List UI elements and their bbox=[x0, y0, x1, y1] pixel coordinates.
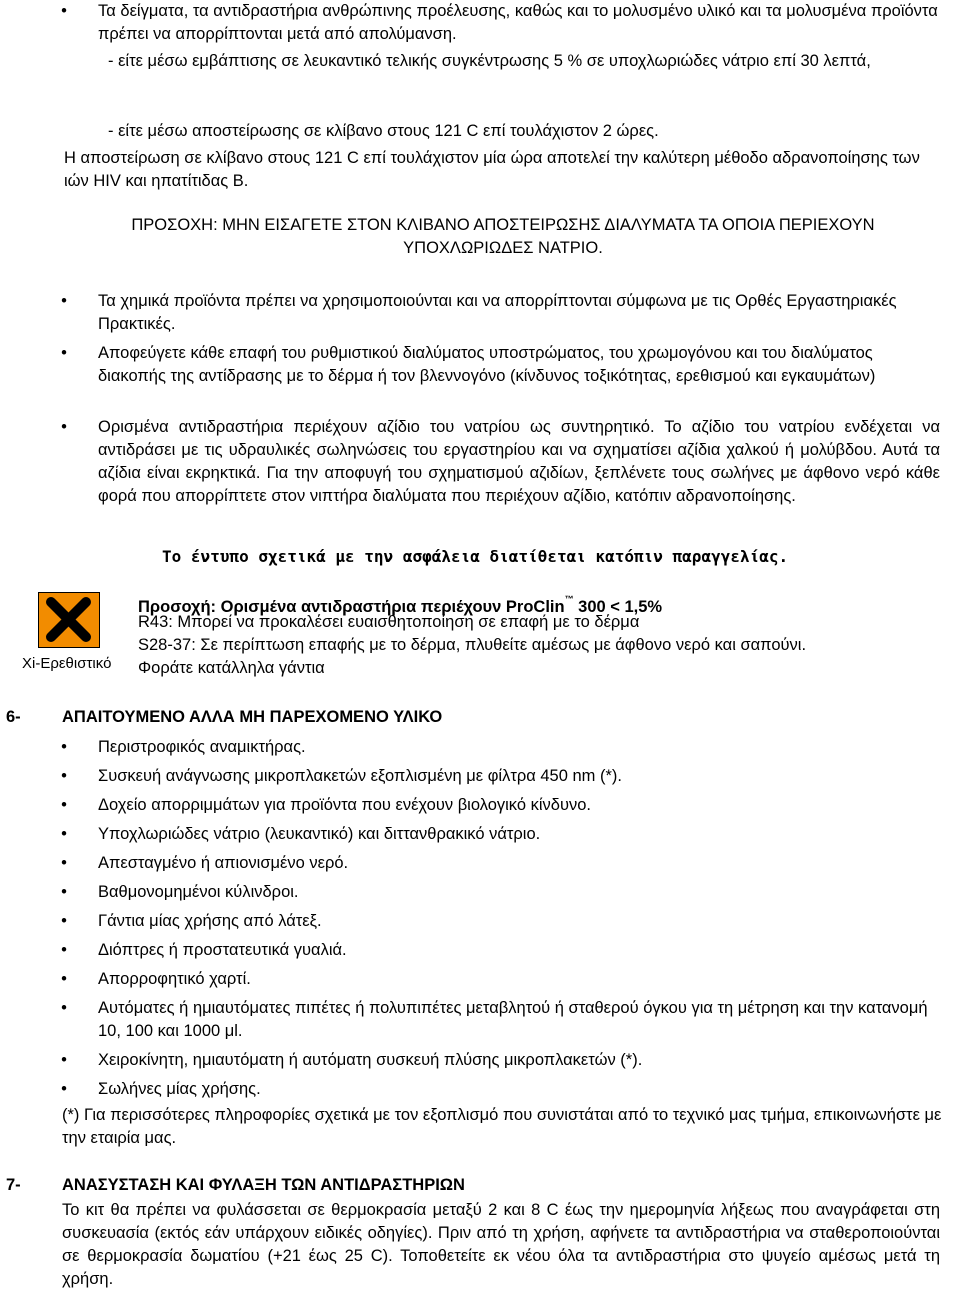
list-item: Βαθμονομημένοι κύλινδροι. bbox=[98, 883, 299, 901]
hazard-symbol bbox=[38, 592, 100, 648]
section-6-title: ΑΠΑΙΤΟΥΜΕΝΟ ΑΛΛΑ ΜΗ ΠΑΡΕΧΟΜΕΝΟ ΥΛΙΚΟ bbox=[62, 708, 443, 726]
bullet-marker: • bbox=[61, 796, 67, 814]
hazard-label: Xi-Ερεθιστικό bbox=[22, 655, 112, 672]
equipment-footnote: (*) Για περισσότερες πληροφορίες σχετικά με τον εξοπλισμό που συνιστάται από το τεχνικό μας τμήμα, επικοινωνήστε με την εταιρία μας. bbox=[62, 1106, 942, 1147]
bullet-marker: • bbox=[61, 418, 67, 436]
avoid-contact-text: Αποφεύγετε κάθε επαφή του ρυθμιστικού διαλύματος υποστρώματος, του χρωμογόνου και του διαλύματος διακοπής της αντίδρασης με το δέρμα ή τον βλεννογόνο (κίνδυνος τοξικότητας, ερεθισμού και εγκαυμάτων) bbox=[98, 344, 876, 385]
bullet-marker: • bbox=[61, 970, 67, 988]
chemicals-practice-text: Τα χημικά προϊόντα πρέπει να χρησιμοποιούνται και να απορρίπτονται σύμφωνα με τις Ορθές Εργαστηριακές Πρακτικές. bbox=[98, 292, 897, 333]
r43-phrase: R43: Μπορεί να προκαλέσει ευαισθητοποίηση σε επαφή με το δέρμα bbox=[138, 613, 640, 631]
list-item: Αυτόματες ή ημιαυτόματες πιπέτες ή πολυπιπέτες μεταβλητού ή σταθερού όγκου για τη μέτρηση και την κατανομή 10, 100 και 1000 μl. bbox=[98, 999, 928, 1040]
section-6-number: 6- bbox=[6, 708, 21, 726]
list-item: Γάντια μίας χρήσης από λάτεξ. bbox=[98, 912, 322, 930]
list-item: Σωλήνες μίας χρήσης. bbox=[98, 1080, 261, 1098]
proclin-warning-suffix: 300 < 1,5% bbox=[573, 598, 663, 616]
bullet-marker: • bbox=[61, 825, 67, 843]
s2837-phrase: S28-37: Σε περίπτωση επαφής με το δέρμα, πλυθείτε αμέσως με άφθονο νερό και σαπούνι. bbox=[138, 636, 807, 654]
cross-x-hazard-icon bbox=[39, 593, 98, 646]
list-item: Δοχείο απορριμμάτων για προϊόντα που ενέχουν βιολογικό κίνδυνο. bbox=[98, 796, 591, 814]
section-7-number: 7- bbox=[6, 1176, 21, 1194]
autoclave-best-method-text: Η αποστείρωση σε κλίβανο στους 121 C επί τουλάχιστον μία ώρα αποτελεί την καλύτερη μέθοδο αδρανοποίησης των ιών HIV και ηπατίτιδας B. bbox=[64, 149, 920, 190]
bullet-marker: • bbox=[61, 999, 67, 1017]
list-item: Υποχλωριώδες νάτριο (λευκαντικό) και διττανθρακικό νάτριο. bbox=[98, 825, 541, 843]
bullet-marker: • bbox=[61, 2, 67, 20]
sodium-azide-text: Ορισμένα αντιδραστήρια περιέχουν αζίδιο του νατρίου ως συντηρητικό. Το αζίδιο του νατρίου ενδέχεται να αντιδράσει με τις υδραυλικές σωληνώσεις του εργαστηρίου και να σχηματίσει αζίδια χαλκού ή μολύβδου. Αυτά τα αζίδια είναι εκρηκτικά. Για την αποφυγή του σχηματισμού αζιδίων, ξεπλένετε τους σωλήνες με άφθονο νερό κάθε φορά που απορρίπτετε στον νιπτήρα διαλύματα που περιέχουν αζίδιο, κατόπιν αδρανοποίησης. bbox=[98, 418, 940, 505]
bullet-marker: • bbox=[61, 883, 67, 901]
list-item: Απεσταγμένο ή απιονισμένο νερό. bbox=[98, 854, 349, 872]
bullet-marker: • bbox=[61, 912, 67, 930]
disposal-text: Τα δείγματα, τα αντιδραστήρια ανθρώπινης προέλευσης, καθώς και το μολυσμένο υλικό και τα μολυσμένα προϊόντα πρέπει να απορρίπτονται μετά από απολύμανση. bbox=[98, 2, 938, 43]
list-item: Περιστροφικός αναμικτήρας. bbox=[98, 738, 306, 756]
autoclave-method-text: - είτε μέσω αποστείρωσης σε κλίβανο στους 121 C επί τουλάχιστον 2 ώρες. bbox=[108, 122, 659, 140]
bullet-marker: • bbox=[61, 941, 67, 959]
list-item: Χειροκίνητη, ημιαυτόματη ή αυτόματη συσκευή πλύσης μικροπλακετών (*). bbox=[98, 1051, 643, 1069]
storage-instructions: Το κιτ θα πρέπει να φυλάσσεται σε θερμοκρασία μεταξύ 2 και 8 C έως την ημερομηνία λήξεως που αναγράφεται στη συσκευασία (εκτός εάν υπάρχουν ειδικές οδηγίες). Πριν από τη χρήση, αφήνετε τα αντιδραστήρια να σταθεροποιούνται σε θερμοκρασία δωματίου (+21 έως 25 C). Τοποθετείτε εκ νέου όλα τα αντιδραστήρια στο ψυγείο αμέσως μετά τη χρήση. bbox=[62, 1201, 940, 1288]
bullet-marker: • bbox=[61, 344, 67, 362]
list-item: Συσκευή ανάγνωσης μικροπλακετών εξοπλισμένη με φίλτρα 450 nm (*). bbox=[98, 767, 622, 785]
bullet-marker: • bbox=[61, 854, 67, 872]
bullet-marker: • bbox=[61, 738, 67, 756]
proclin-warning-prefix: Προσοχή: Ορισμένα αντιδραστήρια περιέχουν ProClin bbox=[138, 598, 565, 616]
bullet-marker: • bbox=[61, 1080, 67, 1098]
safety-sheet-note: Το έντυπο σχετικά με την ασφάλεια διατίθεται κατόπιν παραγγελίας. bbox=[162, 547, 789, 566]
bleach-method-text: - είτε μέσω εμβάπτισης σε λευκαντικό τελικής συγκέντρωσης 5 % σε υποχλωριώδες νάτριο επί 30 λεπτά, bbox=[108, 52, 871, 70]
autoclave-warning-caps: ΠΡΟΣΟΧΗ: ΜΗΝ ΕΙΣΑΓΕΤΕ ΣΤΟΝ ΚΛΙΒΑΝΟ ΑΠΟΣΤΕΙΡΩΣΗΣ ΔΙΑΛΥΜΑΤΑ ΤΑ ΟΠΟΙΑ ΠΕΡΙΕΧΟΥΝ ΥΠΟΧΛΩΡΙΩΔΕΣ ΝΑΤΡΙΟ. bbox=[131, 216, 875, 257]
bullet-marker: • bbox=[61, 292, 67, 310]
gloves-phrase: Φοράτε κατάλληλα γάντια bbox=[138, 659, 325, 677]
list-item: Διόπτρες ή προστατευτικά γυαλιά. bbox=[98, 941, 347, 959]
bullet-marker: • bbox=[61, 1051, 67, 1069]
trademark-symbol: ™ bbox=[564, 594, 574, 604]
list-item: Απορροφητικό χαρτί. bbox=[98, 970, 251, 988]
section-7-title: ΑΝΑΣΥΣΤΑΣΗ ΚΑΙ ΦΥΛΑΞΗ ΤΩΝ ΑΝΤΙΔΡΑΣΤΗΡΙΩΝ bbox=[62, 1176, 465, 1194]
bullet-marker: • bbox=[61, 767, 67, 785]
